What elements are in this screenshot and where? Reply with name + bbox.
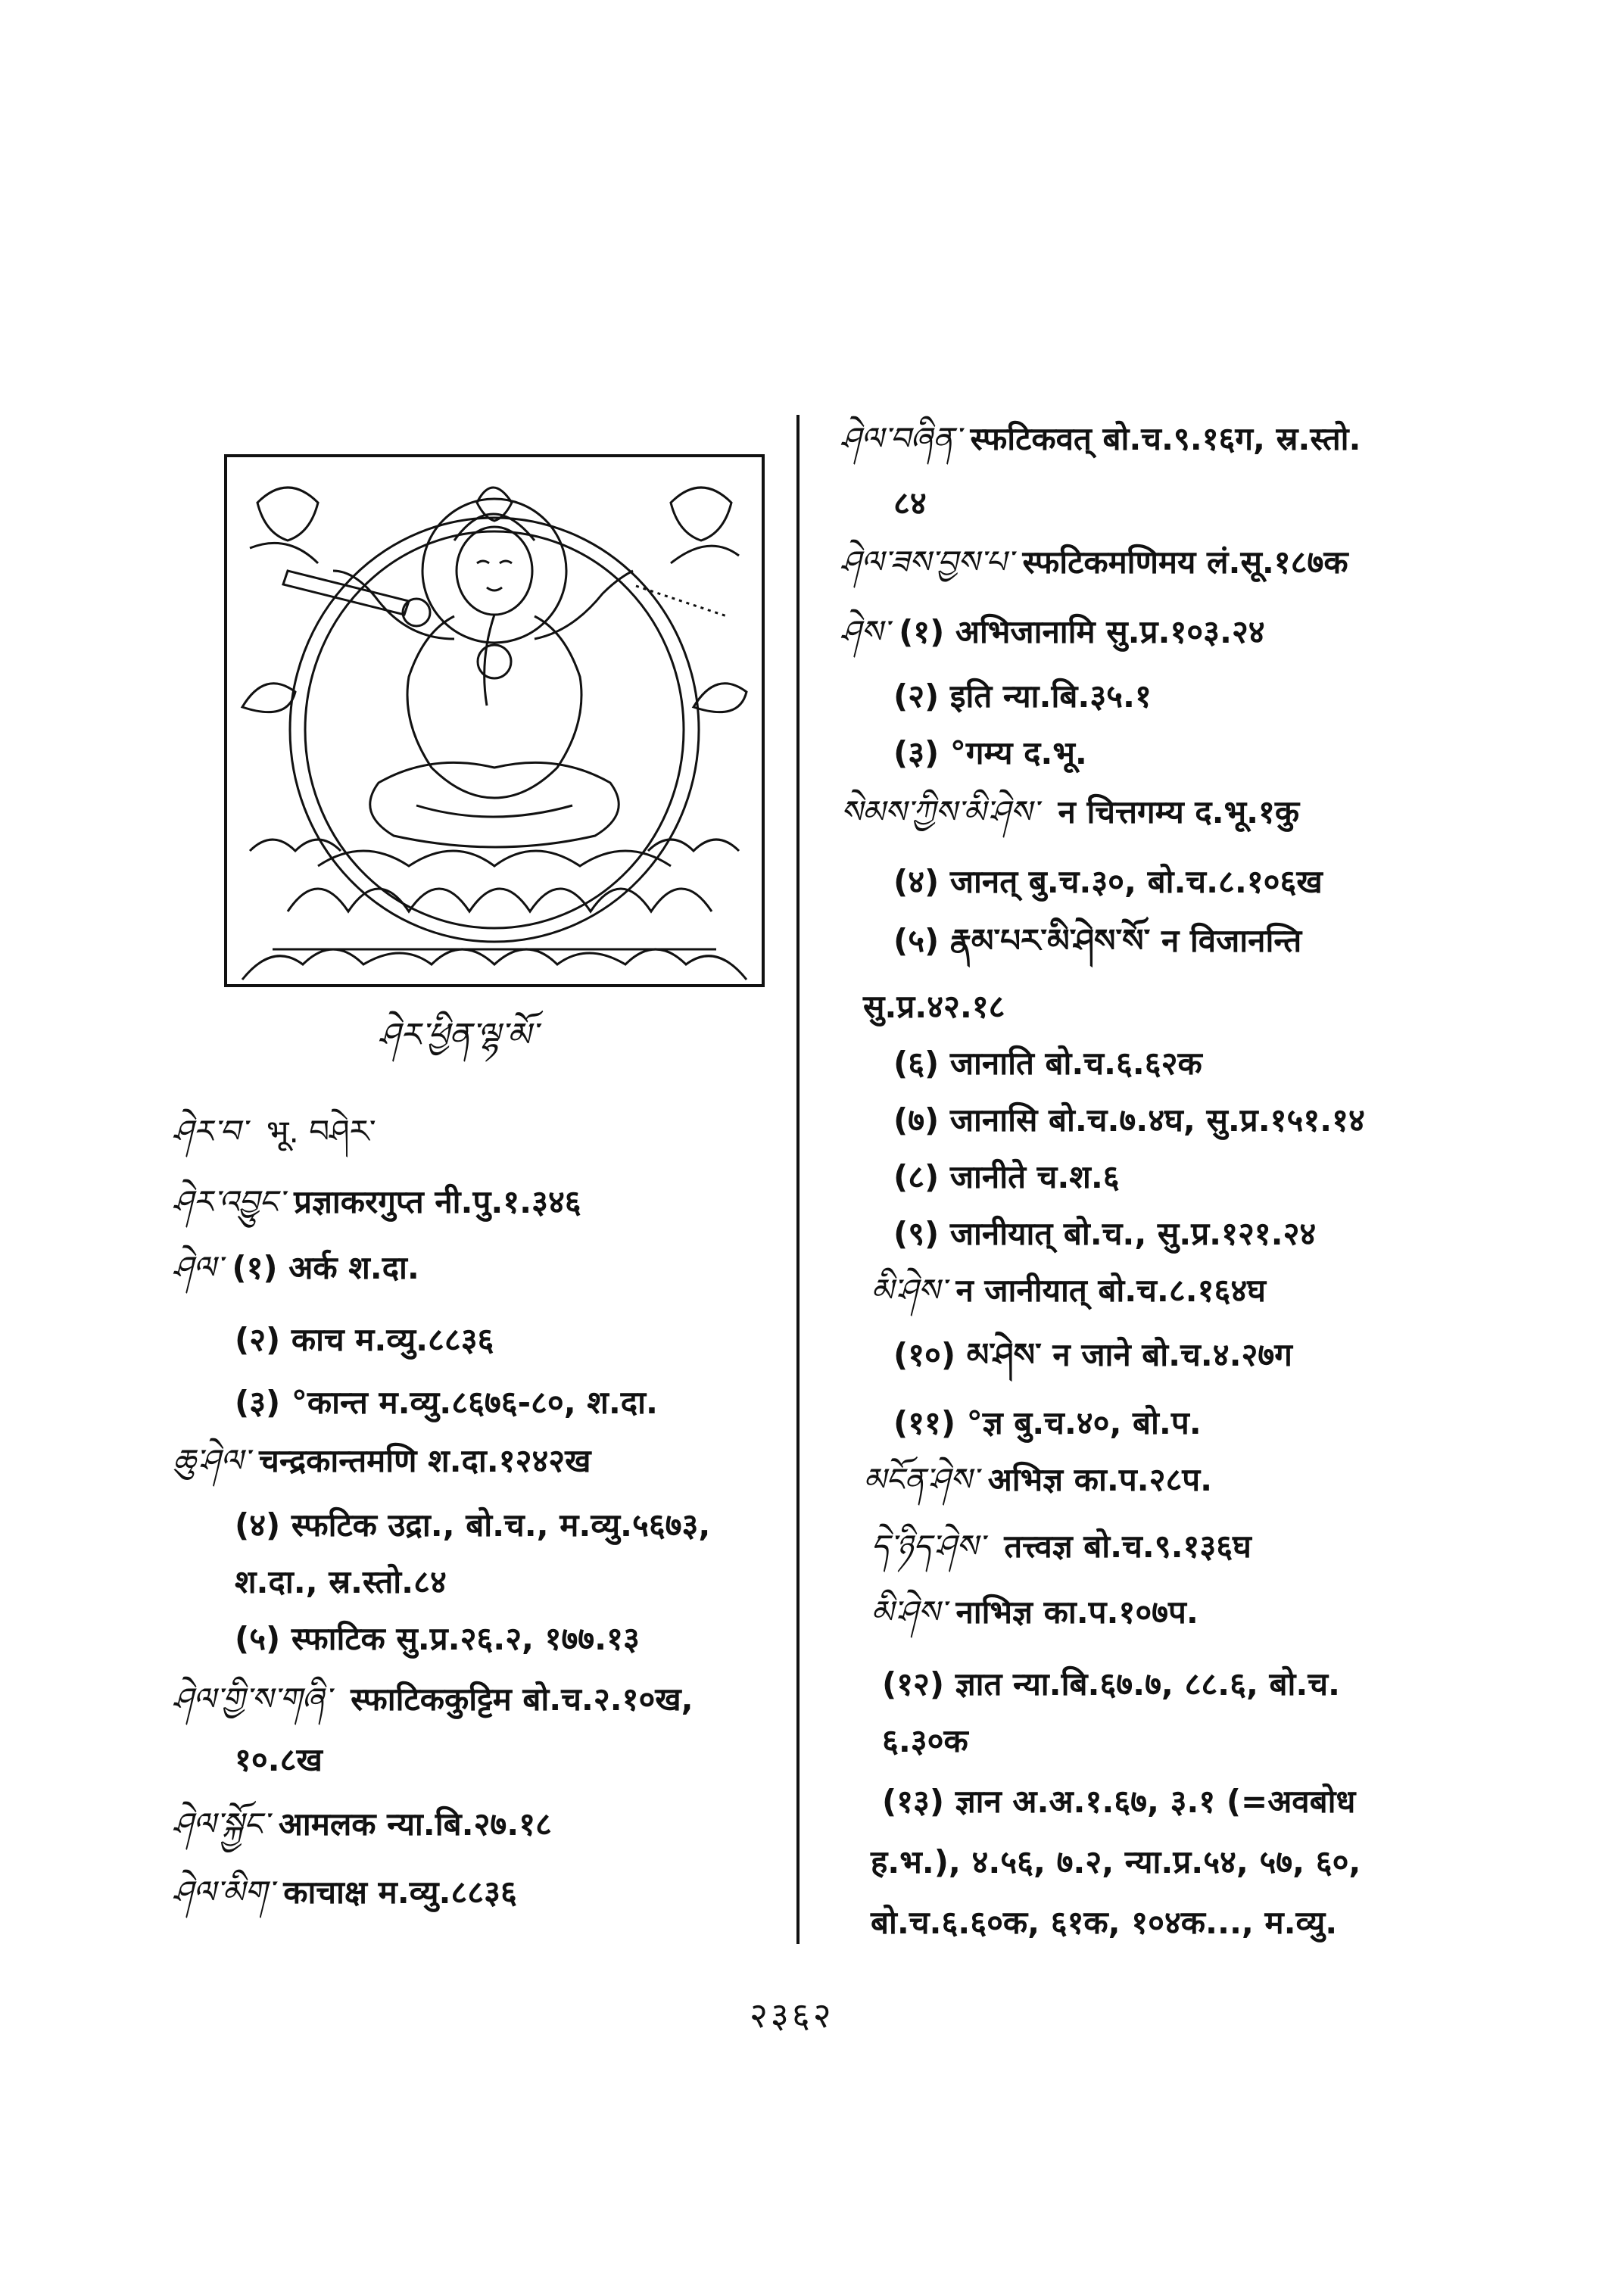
sanskrit-gloss: अभिज्ञ का.प.२८प. [987, 1461, 1213, 1498]
sanskrit-gloss: चन्द्रकान्तमणि श.दा.१२४२ख [259, 1442, 591, 1479]
tibetan-headword: ཤེལ་བཞིན་ [840, 420, 961, 457]
tibetan-headword: ཤེལ་ [173, 1249, 223, 1286]
tibetan-headword: མི་ཤེས་ [871, 1594, 946, 1631]
entry-line [840, 613, 1265, 651]
entry-line [173, 1874, 517, 1911]
entry-line: (११) °ज्ञ बु.च.४०, बो.प. [893, 1404, 1202, 1441]
tibetan-headword: ཤེས་ [840, 613, 889, 650]
sanskrit-gloss: स्फाटिककुट्टिम बो.च.२.१०ख, [351, 1681, 694, 1718]
deity-illustration [224, 454, 765, 987]
entry-line: (४) स्फटिक उद्रा., बो.च., म.व्यु.५६७३, [235, 1506, 711, 1544]
entry-line: (१०) མ་ཤེས་ न जाने बो.च.४.२७ग [893, 1336, 1292, 1373]
entry-line: बो.च.६.६०क, ६१क, १०४क..., म.व्यु. [871, 1904, 1338, 1941]
entry-line: ६.३०क [882, 1722, 968, 1759]
entry-line: (८) जानीते च.श.६ [893, 1158, 1120, 1195]
entry-line: (९) जानीयात् बो.च., सु.प्र.१२१.२४ [893, 1215, 1317, 1252]
entry-line [173, 1183, 581, 1221]
entry-line: (५) རྣམ་པར་མི་ཤེས་སོ་ न विजानन्ति [893, 922, 1302, 959]
entry-line: ८४ [893, 484, 927, 522]
sanskrit-gloss: (१) अर्क श.दा. [232, 1249, 419, 1286]
entry-line [871, 1272, 1266, 1310]
entry-line: सु.प्र.४२.१८ [863, 988, 1005, 1025]
entry-line [840, 793, 1299, 831]
tibetan-headword: ཆུ་ཤེལ་ [173, 1442, 249, 1479]
entry-line [173, 1442, 591, 1480]
tibetan-headword: སེམས་ཀྱིས་མི་ཤེས་ [840, 793, 1038, 830]
entry-line [871, 1594, 1199, 1631]
entry-line [173, 1249, 419, 1287]
entry-line [840, 544, 1348, 581]
tibetan-headword: ཤེར་འབྱུང་ [173, 1183, 284, 1220]
sanskrit-gloss: तत्त्वज्ञ बो.च.९.१३६घ [1004, 1528, 1252, 1565]
entry-line: (३) °गम्य द.भू. [893, 734, 1087, 771]
tibetan-headword: ཤེལ་སྐྱོང་ [173, 1805, 269, 1843]
deity-drawing [227, 457, 762, 984]
sanskrit-gloss: काचाक्ष म.व्यु.८८३६ [283, 1874, 517, 1911]
sanskrit-gloss: न चित्तगम्य द.भू.१कु [1058, 793, 1300, 830]
tibetan-headword: ཤེལ་གྱི་ས་གཞི་ [173, 1681, 331, 1718]
entry-line: (७) जानासि बो.च.७.४घ, सु.प्र.१५१.१४ [893, 1101, 1365, 1139]
entry-line [173, 1805, 552, 1843]
entry-line: (३) °कान्त म.व्यु.८६७६-८०, श.दा. [235, 1384, 658, 1421]
entry-line: (६) जानाति बो.च.६.६२क [893, 1045, 1202, 1082]
sanskrit-gloss: (१) अभिजानामि सु.प्र.१०३.२४ [899, 613, 1265, 650]
entry-line: श.दा., स्र.स्तो.८४ [235, 1563, 447, 1600]
tibetan-headword: མི་ཤེས་ [871, 1272, 946, 1309]
sanskrit-gloss: स्फटिकमणिमय लं.सू.१८७क [1022, 544, 1348, 581]
entry-line [863, 1461, 1212, 1499]
figure-caption: ཤེར་ཕྱིན་ལྷ་མོ་ [379, 1016, 538, 1055]
tibetan-headword: ཤེར་བ་ [173, 1113, 247, 1150]
column-divider [796, 415, 800, 1944]
tibetan-headword: ཤེལ་མིག་ [173, 1874, 273, 1911]
tibetan-headword: དེ་ཉིད་ཤེས་ [871, 1528, 984, 1565]
entry-line: (२) इति न्या.बि.३५.१ [893, 678, 1152, 715]
entry-line: (५) स्फाटिक सु.प्र.२६.२, १७७.१३ [235, 1620, 640, 1657]
entry-line: (२) काच म.व्यु.८८३६ [235, 1321, 494, 1358]
page-number: २३६२ [750, 1995, 834, 2036]
entry-line [840, 420, 1361, 458]
sanskrit-gloss: नाभिज्ञ का.प.१०७प. [955, 1594, 1199, 1631]
sanskrit-gloss: आमलक न्या.बि.२७.१८ [278, 1805, 552, 1843]
tibetan-headword: ཤེལ་ཟས་བྱས་པ་ [840, 544, 1013, 581]
tibetan-headword: མངོན་ཤེས་ [863, 1461, 978, 1498]
entry-line: (१३) ज्ञान अ.अ.१.६७, ३.१ (=अवबोध [882, 1783, 1356, 1820]
sanskrit-gloss: प्रज्ञाकरगुप्त नी.पु.१.३४६ [294, 1183, 581, 1220]
entry-line: १०.८ख [235, 1741, 323, 1778]
entry-line [871, 1528, 1252, 1566]
entry-line [173, 1113, 376, 1151]
entry-line: (४) जानत् बु.च.३०, बो.च.८.१०६ख [893, 863, 1323, 900]
entry-line: (१२) ज्ञात न्या.बि.६७.७, ८८.६, बो.च. [882, 1665, 1340, 1703]
sanskrit-gloss: स्फटिकवत् बो.च.९.१६ग, स्र.स्तो. [970, 420, 1361, 457]
sanskrit-gloss: भू. བཤེར་ [266, 1113, 376, 1150]
sanskrit-gloss: न जानीयात् बो.च.८.१६४घ [955, 1272, 1266, 1309]
entry-line: ह.भ.), ४.५६, ७.२, न्या.प्र.५४, ५७, ६०, [871, 1843, 1361, 1880]
entry-line [173, 1681, 694, 1718]
